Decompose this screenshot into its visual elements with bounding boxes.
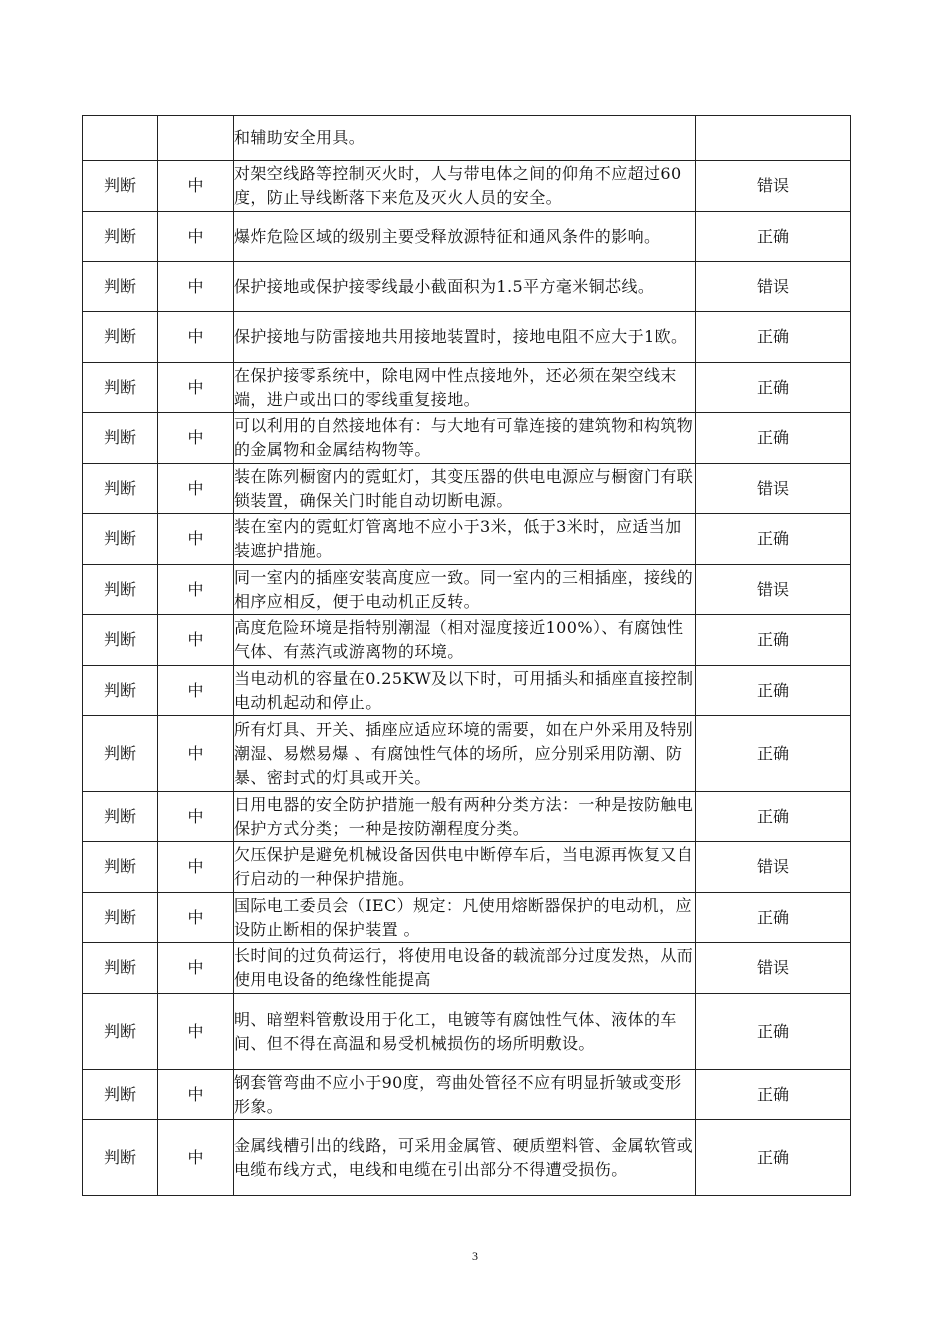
answer-cell: 正确	[696, 413, 851, 464]
difficulty-cell: 中	[158, 212, 234, 262]
answer-cell: 正确	[696, 615, 851, 666]
question-type-cell: 判断	[83, 161, 158, 212]
answer-cell: 正确	[696, 792, 851, 842]
table-row	[83, 312, 851, 363]
table-row	[83, 1070, 851, 1120]
difficulty-cell: 中	[158, 161, 234, 212]
difficulty-cell: 中	[158, 312, 234, 363]
question-table-body	[83, 116, 851, 1196]
table-row	[83, 994, 851, 1070]
question-type-cell: 判断	[83, 464, 158, 514]
table-row	[83, 615, 851, 666]
difficulty-cell: 中	[158, 615, 234, 666]
answer-cell: 正确	[696, 1120, 851, 1196]
question-text-cell: 可以利用的自然接地体有：与大地有可靠连接的建筑物和构筑物的金属物和金属结构物等。	[234, 413, 696, 464]
question-text-cell: 国际电工委员会（IEC）规定：凡使用熔断器保护的电动机，应设防止断相的保护装置 。	[234, 893, 696, 943]
difficulty-cell: 中	[158, 1070, 234, 1120]
question-text-cell: 同一室内的插座安装高度应一致。同一室内的三相插座，接线的相序应相反，便于电动机正反转。	[234, 565, 696, 615]
question-type-cell: 判断	[83, 792, 158, 842]
question-type-cell: 判断	[83, 363, 158, 413]
table-row	[83, 666, 851, 716]
question-table	[82, 115, 851, 1196]
question-type-cell: 判断	[83, 994, 158, 1070]
answer-cell: 正确	[696, 666, 851, 716]
difficulty-cell: 中	[158, 464, 234, 514]
question-text-cell: 在保护接零系统中，除电网中性点接地外，还必须在架空线末端，进户或出口的零线重复接地。	[234, 363, 696, 413]
question-text-cell: 和辅助安全用具。	[234, 116, 696, 161]
question-type-cell: 判断	[83, 565, 158, 615]
question-type-cell: 判断	[83, 716, 158, 792]
answer-cell: 正确	[696, 363, 851, 413]
question-text-cell: 长时间的过负荷运行，将使用电设备的载流部分过度发热，从而使用电设备的绝缘性能提高	[234, 943, 696, 994]
answer-cell: 错误	[696, 161, 851, 212]
question-text-cell: 金属线槽引出的线路，可采用金属管、硬质塑料管、金属软管或电缆布线方式，电线和电缆在引出部分不得遭受损伤。	[234, 1120, 696, 1196]
question-type-cell: 判断	[83, 842, 158, 893]
answer-cell: 错误	[696, 842, 851, 893]
question-text-cell: 欠压保护是避免机械设备因供电中断停车后，当电源再恢复又自行启动的一种保护措施。	[234, 842, 696, 893]
difficulty-cell: 中	[158, 716, 234, 792]
table-row	[83, 413, 851, 464]
difficulty-cell: 中	[158, 994, 234, 1070]
table-row	[83, 363, 851, 413]
question-text-cell: 保护接地或保护接零线最小截面积为1.5平方毫米铜芯线。	[234, 262, 696, 312]
difficulty-cell	[158, 116, 234, 161]
question-type-cell: 判断	[83, 262, 158, 312]
table-row	[83, 212, 851, 262]
table-row	[83, 893, 851, 943]
answer-cell: 正确	[696, 716, 851, 792]
table-row	[83, 464, 851, 514]
difficulty-cell: 中	[158, 262, 234, 312]
question-text-cell: 所有灯具、开关、插座应适应环境的需要，如在户外采用及特别潮湿、易燃易爆 、有腐蚀性气体的场所，应分别采用防潮、防暴、密封式的灯具或开关。	[234, 716, 696, 792]
answer-cell: 错误	[696, 943, 851, 994]
table-row	[83, 565, 851, 615]
question-type-cell: 判断	[83, 413, 158, 464]
question-type-cell: 判断	[83, 1120, 158, 1196]
answer-cell: 正确	[696, 893, 851, 943]
question-type-cell: 判断	[83, 1070, 158, 1120]
table-row	[83, 1120, 851, 1196]
question-text-cell: 爆炸危险区域的级别主要受释放源特征和通风条件的影响。	[234, 212, 696, 262]
difficulty-cell: 中	[158, 943, 234, 994]
table-row	[83, 792, 851, 842]
question-type-cell: 判断	[83, 514, 158, 565]
difficulty-cell: 中	[158, 413, 234, 464]
question-type-cell	[83, 116, 158, 161]
question-text-cell: 装在陈列橱窗内的霓虹灯，其变压器的供电电源应与橱窗门有联锁装置，确保关门时能自动切断电源。	[234, 464, 696, 514]
difficulty-cell: 中	[158, 565, 234, 615]
answer-cell: 错误	[696, 464, 851, 514]
answer-cell: 错误	[696, 565, 851, 615]
answer-cell	[696, 116, 851, 161]
table-row	[83, 161, 851, 212]
answer-cell: 正确	[696, 212, 851, 262]
question-text-cell: 保护接地与防雷接地共用接地装置时，接地电阻不应大于1欧。	[234, 312, 696, 363]
answer-cell: 错误	[696, 262, 851, 312]
answer-cell: 正确	[696, 312, 851, 363]
question-type-cell: 判断	[83, 893, 158, 943]
table-row	[83, 842, 851, 893]
question-type-cell: 判断	[83, 312, 158, 363]
question-text-cell: 装在室内的霓虹灯管离地不应小于3米，低于3米时，应适当加装遮护措施。	[234, 514, 696, 565]
answer-cell: 正确	[696, 994, 851, 1070]
answer-cell: 正确	[696, 1070, 851, 1120]
difficulty-cell: 中	[158, 893, 234, 943]
difficulty-cell: 中	[158, 514, 234, 565]
difficulty-cell: 中	[158, 666, 234, 716]
page-number: 3	[472, 1249, 478, 1263]
question-text-cell: 对架空线路等控制灭火时，人与带电体之间的仰角不应超过60度，防止导线断落下来危及灭火人员的安全。	[234, 161, 696, 212]
question-type-cell: 判断	[83, 666, 158, 716]
question-text-cell: 日用电器的安全防护措施一般有两种分类方法：一种是按防触电保护方式分类；一种是按防潮程度分类。	[234, 792, 696, 842]
question-text-cell: 高度危险环境是指特别潮湿（相对湿度接近100%）、有腐蚀性气体、有蒸汽或游离物的环境。	[234, 615, 696, 666]
question-text-cell: 明、暗塑料管敷设用于化工，电镀等有腐蚀性气体、液体的车间、但不得在高温和易受机械损伤的场所明敷设。	[234, 994, 696, 1070]
difficulty-cell: 中	[158, 363, 234, 413]
table-row	[83, 716, 851, 792]
table-row	[83, 943, 851, 994]
question-type-cell: 判断	[83, 943, 158, 994]
table-row	[83, 262, 851, 312]
question-text-cell: 钢套管弯曲不应小于90度，弯曲处管径不应有明显折皱或变形形象。	[234, 1070, 696, 1120]
table-row	[83, 116, 851, 161]
question-text-cell: 当电动机的容量在0.25KW及以下时，可用插头和插座直接控制电动机起动和停止。	[234, 666, 696, 716]
table-row	[83, 514, 851, 565]
question-type-cell: 判断	[83, 212, 158, 262]
question-type-cell: 判断	[83, 615, 158, 666]
difficulty-cell: 中	[158, 842, 234, 893]
answer-cell: 正确	[696, 514, 851, 565]
difficulty-cell: 中	[158, 1120, 234, 1196]
difficulty-cell: 中	[158, 792, 234, 842]
